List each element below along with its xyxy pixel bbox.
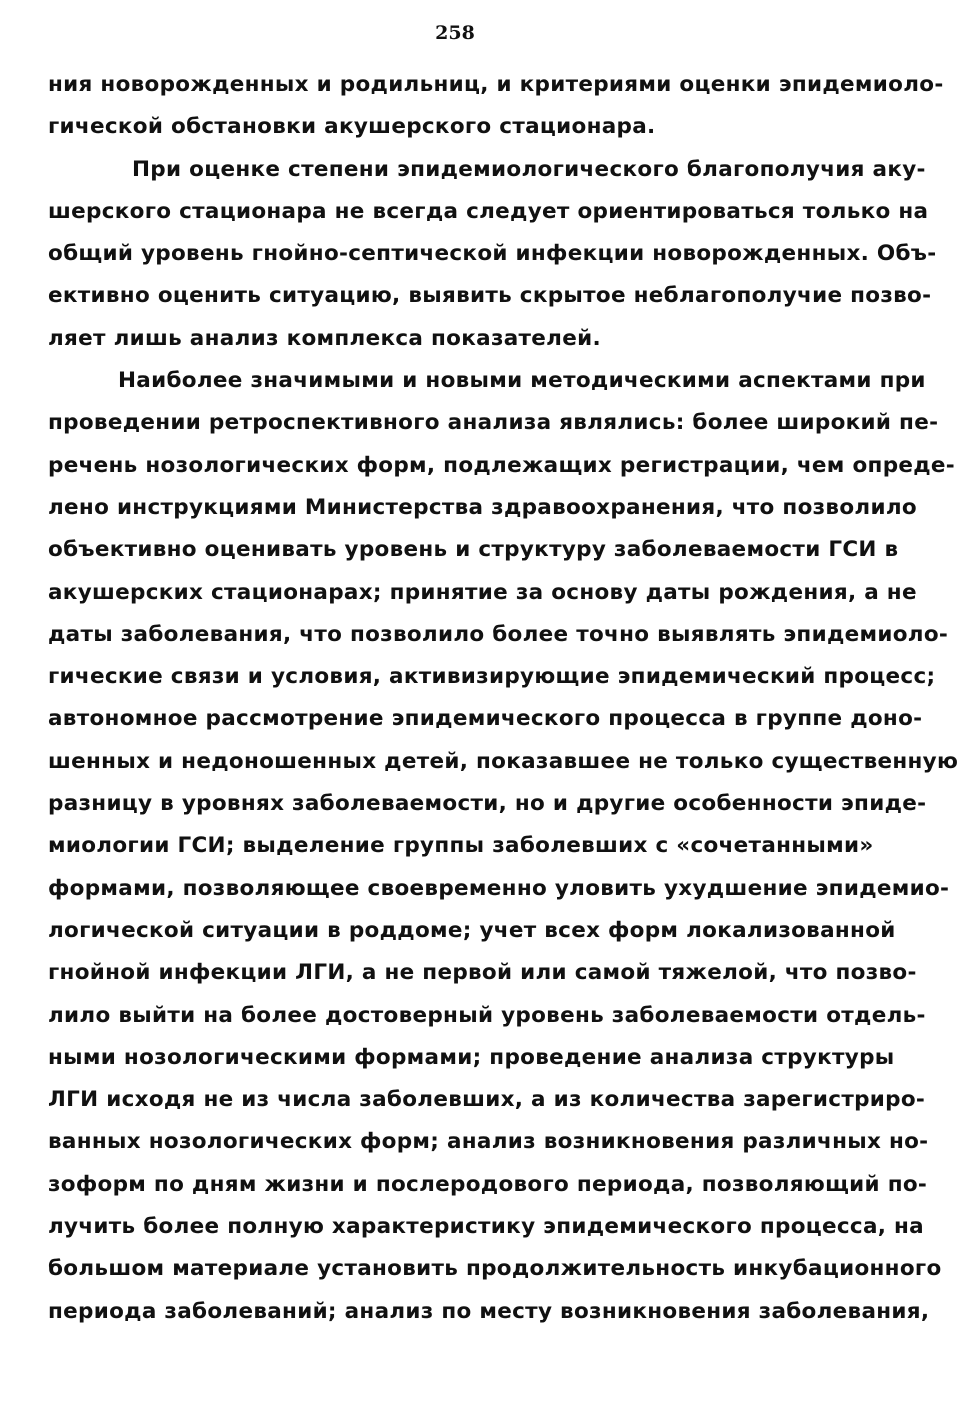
text-line: лило выйти на более достоверный уровень заболеваемости отдель- <box>48 1002 926 1028</box>
text-line: большом материале установить продолжительность инкубационного <box>48 1256 942 1282</box>
text-line: логической ситуации в роддоме; учет всех форм локализованной <box>48 917 896 943</box>
text-line: При оценке степени эпидемиологического благополучия аку- <box>132 156 926 182</box>
text-line: зоформ по дням жизни и послеродового периода, позволяющий по- <box>48 1171 928 1197</box>
text-line: шерского стационара не всегда следует ориентироваться только на <box>48 198 929 224</box>
text-line: ными нозологическими формами; проведение анализа структуры <box>48 1044 895 1070</box>
text-line: лено инструкциями Министерства здравоохранения, что позволило <box>48 494 917 520</box>
text-line: общий уровень гнойно-септической инфекции новорожденных. Объ- <box>48 241 937 267</box>
text-line: ляет лишь анализ комплекса показателей. <box>48 325 601 351</box>
text-line: разницу в уровнях заболеваемости, но и другие особенности эпиде- <box>48 791 927 817</box>
page-number: 258 <box>435 22 475 44</box>
text-line: миологии ГСИ; выделение группы заболевших с «сочетанными» <box>48 833 874 859</box>
text-line: ЛГИ исходя не из числа заболевших, а из количества зарегистриро- <box>48 1087 926 1113</box>
text-line: шенных и недоношенных детей, показавшее не только существенную <box>48 748 958 774</box>
text-line: речень нозологических форм, подлежащих регистрации, чем опреде- <box>48 452 956 478</box>
text-line: ективно оценить ситуацию, выявить скрытое неблагополучие позво- <box>48 283 932 309</box>
text-line: формами, позволяющее своевременно уловить ухудшение эпидемио- <box>48 875 950 901</box>
text-line: лучить более полную характеристику эпидемического процесса, на <box>48 1214 924 1240</box>
text-line: ванных нозологических форм; анализ возникновения различных но- <box>48 1129 929 1155</box>
text-line: объективно оценивать уровень и структуру заболеваемости ГСИ в <box>48 537 899 563</box>
text-line: Наиболее значимыми и новыми методическими аспектами при <box>118 368 926 394</box>
text-line: акушерских стационарах; принятие за основу даты рождения, а не <box>48 579 917 605</box>
body-text <box>48 70 958 1339</box>
text-line: гической обстановки акушерского стационара. <box>48 114 656 140</box>
text-line: гические связи и условия, активизирующие эпидемический процесс; <box>48 664 936 690</box>
text-line: гнойной инфекции ЛГИ, а не первой или самой тяжелой, что позво- <box>48 960 917 986</box>
text-line: проведении ретроспективного анализа являлись: более широкий пе- <box>48 410 939 436</box>
text-line: ния новорожденных и родильниц, и критериями оценки эпидемиоло- <box>48 72 944 97</box>
text-line: даты заболевания, что позволило более точно выявлять эпидемиоло- <box>48 621 949 647</box>
text-line: периода заболеваний; анализ по месту возникновения заболевания, <box>48 1298 930 1324</box>
text-line: автономное рассмотрение эпидемического процесса в группе доно- <box>48 706 923 732</box>
